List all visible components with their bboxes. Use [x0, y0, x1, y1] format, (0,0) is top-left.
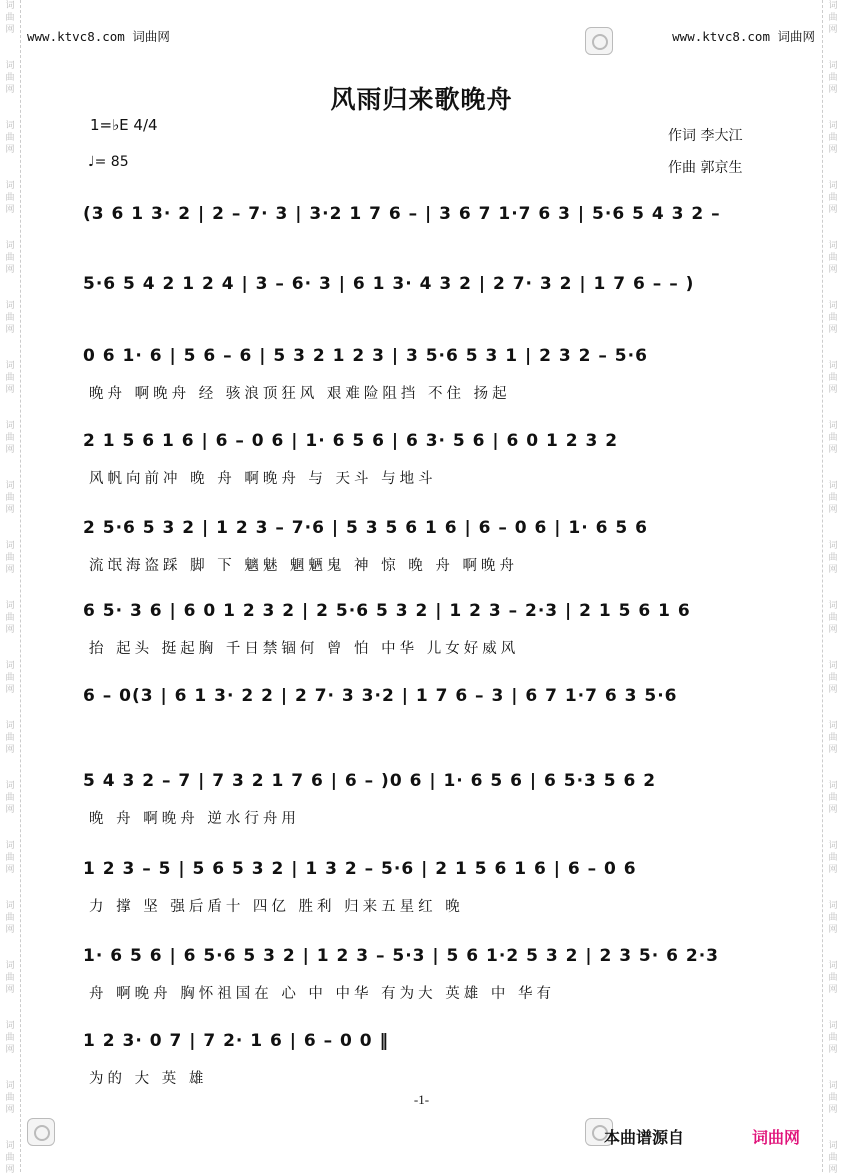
edge-watermark-text: 词曲网 [5, 1141, 15, 1175]
key-signature: 1=♭E 4/4 [90, 116, 158, 134]
brand-link[interactable]: 词曲网 [752, 1128, 801, 1147]
edge-watermark-text: 词曲网 [828, 601, 838, 635]
notation-line: 0 6 1· 6 | 5 6 – 6 | 5 3 2 1 2 3 | 3 5·6 5 3 1 | 2 3 2 – 5·6 [83, 346, 648, 366]
notation-line: 6 – 0(3 | 6 1 3· 2 2 | 2 7· 3 3·2 | 1 7 6 – 3 | 6 7 1·7 6 3 5·6 [83, 686, 678, 706]
edge-watermark-text: 词曲网 [828, 121, 838, 155]
edge-watermark-text: 词曲网 [5, 781, 15, 815]
edge-watermark-text: 词曲网 [828, 481, 838, 515]
edge-watermark-text: 词曲网 [5, 721, 15, 755]
edge-watermark-text: 词曲网 [828, 661, 838, 695]
lyric-line: 晚舟 啊晚舟 经 骇浪顶狂风 艰难险阻挡 不住 扬起 [89, 386, 511, 402]
source-label: 本曲谱源自 [604, 1128, 685, 1147]
edge-watermark-text: 词曲网 [5, 1021, 15, 1055]
right-margin-strip [822, 0, 843, 1175]
edge-watermark-text: 词曲网 [5, 301, 15, 335]
score-line [83, 268, 755, 338]
score-line [83, 595, 755, 665]
edge-watermark-text: 词曲网 [5, 841, 15, 875]
score-line [83, 765, 755, 835]
lyric-line: 力 撑 坚 强后盾十 四亿 胜利 归来五星红 晚 [89, 899, 464, 915]
edge-watermark-text: 词曲网 [5, 61, 15, 95]
score-line [83, 198, 755, 268]
edge-watermark-text: 词曲网 [5, 421, 15, 455]
edge-watermark-text: 词曲网 [5, 481, 15, 515]
notation-line: 5 4 3 2 – 7 | 7 3 2 1 7 6 | 6 – )0 6 | 1· 6 5 6 | 6 5·3 5 6 2 [83, 771, 657, 791]
edge-watermark-text: 词曲网 [828, 421, 838, 455]
lyric-line: 晚 舟 啊晚舟 逆水行舟用 [89, 811, 300, 827]
notation-line: 5·6 5 4 2 1 2 4 | 3 – 6· 3 | 6 1 3· 4 3 2 | 2 7· 3 2 | 1 7 6 – – ) [83, 274, 695, 294]
edge-watermark-text: 词曲网 [828, 541, 838, 575]
edge-watermark-text: 词曲网 [5, 901, 15, 935]
notation-line: 1 2 3 – 5 | 5 6 5 3 2 | 1 3 2 – 5·6 | 2 1 5 6 1 6 | 6 – 0 6 [83, 859, 637, 879]
notation-line: 2 1 5 6 1 6 | 6 – 0 6 | 1· 6 5 6 | 6 3· 5 6 | 6 0 1 2 3 2 [83, 431, 619, 451]
edge-watermark-text: 词曲网 [5, 1081, 15, 1115]
watermark-logo-icon [585, 27, 613, 55]
edge-watermark-text: 词曲网 [828, 1021, 838, 1055]
edge-watermark-text: 词曲网 [828, 961, 838, 995]
edge-watermark-text: 词曲网 [5, 541, 15, 575]
site-watermark-left: www.ktvc8.com 词曲网 [27, 29, 170, 44]
lyric-line: 风帆向前冲 晚 舟 啊晚舟 与 天斗 与地斗 [89, 471, 437, 487]
score-line [83, 1025, 755, 1095]
score-line [83, 680, 755, 750]
lyric-line: 抬 起头 挺起胸 千日禁锢何 曾 怕 中华 儿女好威风 [89, 641, 520, 657]
edge-watermark-text: 词曲网 [828, 301, 838, 335]
tempo-marking: ♩= 85 [88, 154, 129, 170]
score-line [83, 425, 755, 495]
score-line [83, 340, 755, 410]
edge-watermark-text: 词曲网 [828, 181, 838, 215]
composer-credit: 作曲 郭京生 [668, 160, 743, 176]
edge-watermark-text: 词曲网 [5, 181, 15, 215]
edge-watermark-text: 词曲网 [828, 781, 838, 815]
watermark-logo-icon [27, 1118, 55, 1146]
score-title: 风雨归来歌晚舟 [330, 85, 513, 114]
score-line [83, 512, 755, 582]
page-number: -1- [413, 1092, 430, 1107]
score-line [83, 940, 755, 1010]
notation-line: 1 2 3· 0 7 | 7 2· 1 6 | 6 – 0 0 ‖ [83, 1031, 390, 1051]
edge-watermark-text: 词曲网 [828, 841, 838, 875]
edge-watermark-text: 词曲网 [5, 661, 15, 695]
lyric-line: 为的 大 英 雄 [89, 1071, 208, 1087]
edge-watermark-text: 词曲网 [828, 61, 838, 95]
edge-watermark-text: 词曲网 [828, 901, 838, 935]
lyric-line: 舟 啊晚舟 胸怀祖国在 心 中 中华 有为大 英雄 中 华有 [89, 986, 555, 1002]
edge-watermark-text: 词曲网 [828, 361, 838, 395]
edge-watermark-text: 词曲网 [5, 601, 15, 635]
edge-watermark-text: 词曲网 [828, 241, 838, 275]
edge-watermark-text: 词曲网 [5, 361, 15, 395]
edge-watermark-text: 词曲网 [5, 241, 15, 275]
notation-line: 6 5· 3 6 | 6 0 1 2 3 2 | 2 5·6 5 3 2 | 1 2 3 – 2·3 | 2 1 5 6 1 6 [83, 601, 691, 621]
edge-watermark-text: 词曲网 [828, 1081, 838, 1115]
edge-watermark-text: 词曲网 [5, 961, 15, 995]
lyric-line: 流氓海盗踩 脚 下 魑魅 魍魉鬼 神 惊 晚 舟 啊晚舟 [89, 558, 518, 574]
edge-watermark-text: 词曲网 [828, 721, 838, 755]
notation-line: (3 6 1 3· 2 | 2 – 7· 3 | 3·2 1 7 6 – | 3 6 7 1·7 6 3 | 5·6 5 4 3 2 – [83, 204, 721, 224]
score-line [83, 853, 755, 923]
left-margin-strip [0, 0, 21, 1175]
edge-watermark-text: 词曲网 [5, 1, 15, 35]
edge-watermark-text: 词曲网 [828, 1141, 838, 1175]
site-watermark-right: www.ktvc8.com 词曲网 [672, 29, 815, 44]
notation-line: 2 5·6 5 3 2 | 1 2 3 – 7·6 | 5 3 5 6 1 6 | 6 – 0 6 | 1· 6 5 6 [83, 518, 648, 538]
lyricist-credit: 作词 李大江 [668, 128, 743, 144]
edge-watermark-text: 词曲网 [828, 1, 838, 35]
notation-line: 1· 6 5 6 | 6 5·6 5 3 2 | 1 2 3 – 5·3 | 5 6 1·2 5 3 2 | 2 3 5· 6 2·3 [83, 946, 720, 966]
edge-watermark-text: 词曲网 [5, 121, 15, 155]
